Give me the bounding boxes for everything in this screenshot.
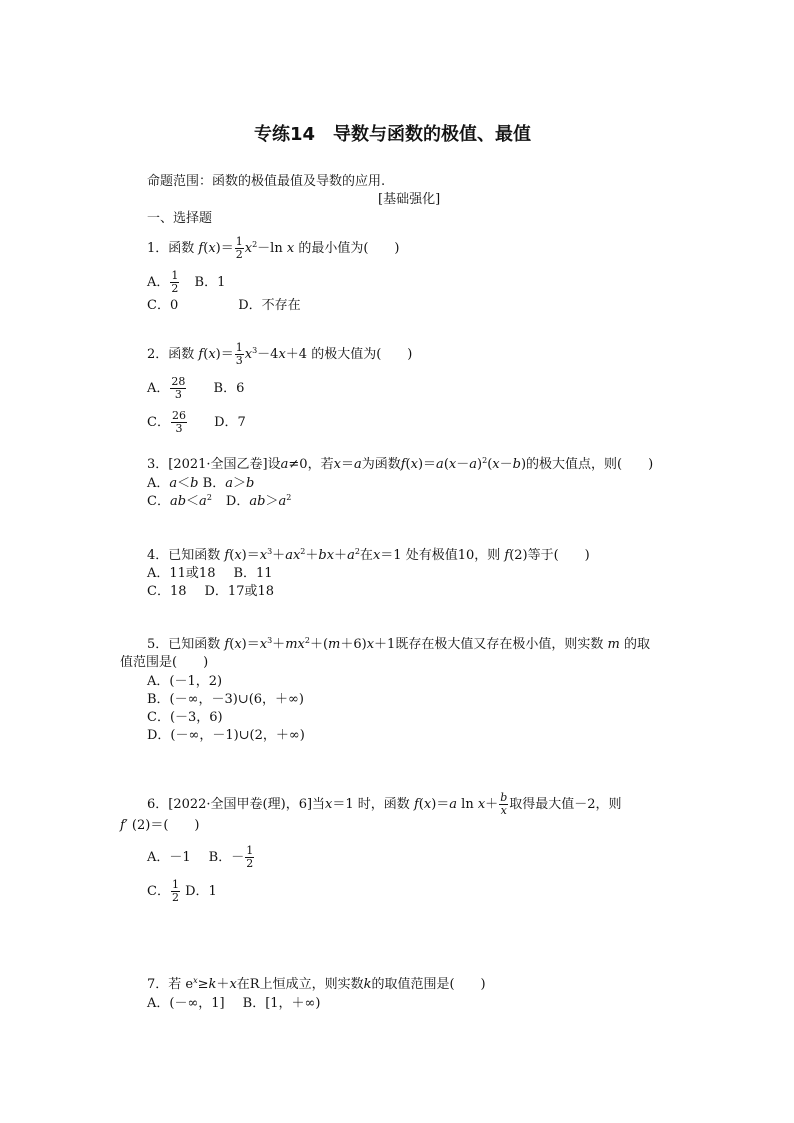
question-2: 2．函数 f(x)＝ $\frac{1}{3}$ $x^3-4x+4$ 的极大值为( ) xyxy=(147,341,413,367)
question-7-options-ab: A．(－∞，1] B．[1，＋∞) xyxy=(147,996,321,1011)
question-4-options-ab: A．11或18 B．11 xyxy=(147,566,273,581)
question-1-options-cd: C．0 D．不存在 xyxy=(147,298,301,313)
section-heading: 一、选择题 xyxy=(147,211,213,226)
question-3-options-cd: C．$ab<a^2$ D．$ab>a^2$ xyxy=(147,493,292,509)
scope-line: 命题范围：函数的极值最值及导数的应用. xyxy=(147,174,386,189)
question-5-option-b: B．(－∞，－3)∪(6，＋∞) xyxy=(147,692,304,707)
question-4: 4．已知函数 $f(x)=x^3+ax^2+bx+a^2$在x＝1 处有极值10，则 f(2)等于( ) xyxy=(147,547,590,563)
question-7: 7．若 $e^x\ge k+x$在R上恒成立，则实数k的取值范围是( ) xyxy=(147,976,486,992)
question-5-option-c: C．(－3，6) xyxy=(147,710,223,725)
question-4-options-cd: C．18 D．17或18 xyxy=(147,584,275,599)
page-title: 专练14 导数与函数的极值、最值 xyxy=(254,124,532,145)
question-6-line-2: f′ (2)＝( ) xyxy=(120,818,200,833)
question-5-option-a: A．(－1，2) xyxy=(147,674,223,689)
section-tag: [基础强化] xyxy=(378,192,441,207)
question-1-options-ab: A． $\frac{1}{2}$ B．1 xyxy=(147,269,226,295)
question-6-options-cd: C． $\frac{1}{2}$ D．1 xyxy=(147,878,217,904)
question-5-option-d: D．(－∞，－1)∪(2，＋∞) xyxy=(147,728,305,743)
question-3-options-ab: A．a＜b B．a＞b xyxy=(147,476,255,491)
question-5-line-2: 值范围是( ) xyxy=(120,655,209,670)
question-5: 5．已知函数 $f(x)=x^3+mx^2+(m+6)x+1$既存在极大值又存在极小值，则实数 m 的取 xyxy=(147,636,650,652)
question-1: 1．函数 f(x)＝ $\frac{1}{2}$ $x^2-\ln$ x 的最小值为( ) xyxy=(147,235,400,261)
question-6: 6．[2022·全国甲卷(理)，6]当x＝1 时，函数 f(x)＝a ln x＋ $\frac{b}{x}$ 取得最大值－2，则 xyxy=(147,791,622,817)
question-6-options-ab: A．－1 B．－ $\frac{1}{2}$ xyxy=(147,844,254,870)
question-3: 3．[2021·全国乙卷]设a≠0，若x＝a为函数$f(x)=a(x-a)^2(x-b)$的极大值点，则( ) xyxy=(147,456,654,472)
question-2-options-ab: A． $\frac{28}{3}$ B．6 xyxy=(147,375,245,401)
question-2-options-cd: C． $\frac{26}{3}$ D．7 xyxy=(147,409,246,435)
